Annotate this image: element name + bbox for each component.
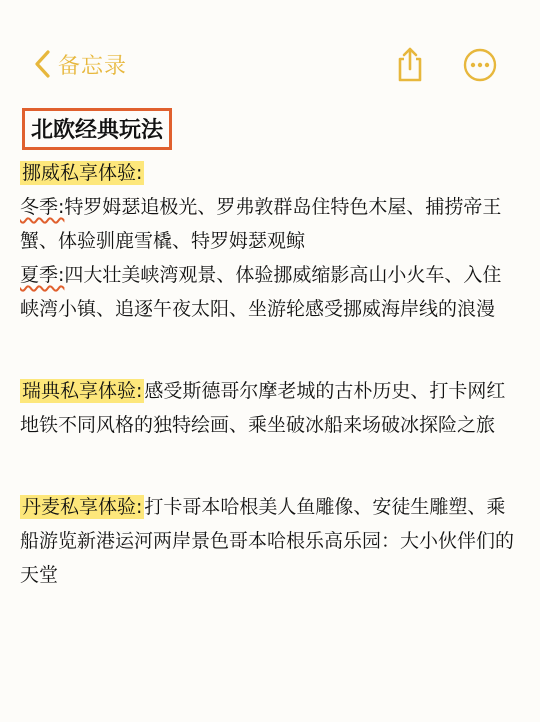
- denmark-heading: 丹麦私享体验:: [22, 496, 143, 518]
- more-icon[interactable]: [463, 48, 497, 82]
- norway-winter: [20, 190, 520, 258]
- denmark-text: 打卡哥本哈根美人鱼雕像、安徒生雕塑、乘船游览新港运河两岸景色哥本哈根乐高乐园：大小伙伴们的天堂: [20, 496, 515, 586]
- norway-heading-line: [20, 156, 520, 190]
- sweden-heading: 瑞典私享体验:: [22, 380, 143, 402]
- norway-summer: [20, 258, 520, 326]
- spacer: [20, 326, 520, 360]
- chevron-left-icon: [32, 48, 54, 80]
- note-body[interactable]: [20, 108, 520, 592]
- norway-heading: 挪威私享体验:: [22, 162, 143, 184]
- note-title: 北欧经典玩法: [22, 108, 172, 150]
- share-icon[interactable]: [395, 46, 425, 82]
- sweden-paragraph: [20, 374, 520, 442]
- summer-label: 夏季:: [20, 264, 65, 286]
- winter-text: 特罗姆瑟追极光、罗弗敦群岛住特色木屋、捕捞帝王蟹、体验驯鹿雪橇、特罗姆瑟观鲸: [20, 196, 502, 252]
- summer-text: 四大壮美峡湾观景、体验挪威缩影高山小火车、入住峡湾小镇、追逐午夜太阳、坐游轮感受挪威海岸线的浪漫: [20, 264, 502, 320]
- spacer: [20, 442, 520, 476]
- back-label: 备忘录: [58, 53, 128, 79]
- denmark-paragraph: [20, 490, 520, 592]
- winter-label: 冬季:: [20, 196, 65, 218]
- back-button[interactable]: [32, 48, 127, 80]
- navigation-bar: [0, 0, 540, 100]
- sweden-text: 感受斯德哥尔摩老城的古朴历史、打卡网红地铁不同风格的独特绘画、乘坐破冰船来场破冰探险之旅: [20, 380, 506, 436]
